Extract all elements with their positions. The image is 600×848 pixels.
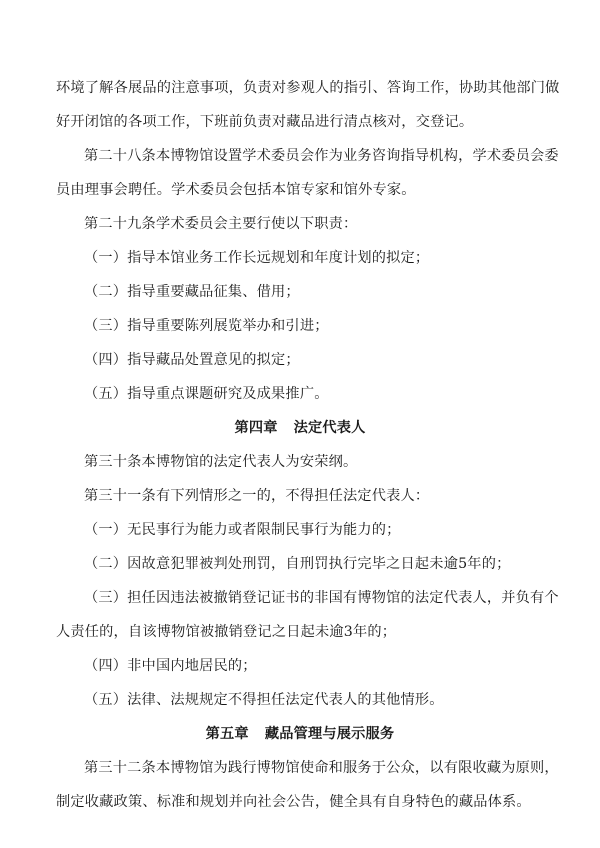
article-31: 第三十一条有下列情形之一的，不得担任法定代表人： [84,488,430,504]
article-31-item-1: （一）无民事行为能力或者限制民事行为能力的； [84,522,401,538]
article-28-line-1: 第二十八条本博物馆设置学术委员会作为业务咨询指导机构，学术委员会委 [84,148,559,164]
article-29-item-5: （五）指导重点课题研究及成果推广。 [84,386,329,402]
article-29-item-2: （二）指导重要藏品征集、借用； [84,284,300,300]
article-31-item-3-line-2: 人责任的，自该博物馆被撤销登记之日起未逾3年的； [56,624,397,640]
paragraph-line: 好开闭馆的各项工作，下班前负责对藏品进行清点核对，交登记。 [56,114,474,130]
article-28-line-2: 员由理事会聘任。学术委员会包括本馆专家和馆外专家。 [56,182,416,198]
article-32-line-2: 制定收藏政策、标准和规划并向社会公告，健全具有自身特色的藏品体系。 [56,794,531,810]
chapter-4-heading [0,418,600,438]
chapter-5-heading [0,724,600,744]
paragraph-line: 环境了解各展品的注意事项，负责对参观人的指引、答询工作，协助其他部门做 [56,80,560,96]
chapter-5-number: 第五章 [205,726,249,742]
article-29-item-3: （三）指导重要陈列展览举办和引进； [84,318,329,334]
article-31-item-2: （二）因故意犯罪被判处刑罚，自刑罚执行完毕之日起未逾5年的； [84,556,511,572]
article-31-item-5: （五）法律、法规规定不得担任法定代表人的其他情形。 [84,692,444,708]
article-29-item-1: （一）指导本馆业务工作长远规划和年度计划的拟定； [84,250,430,266]
chapter-5-title: 藏品管理与展示服务 [264,726,395,742]
article-32-line-1: 第三十二条本博物馆为践行博物馆使命和服务于公众，以有限收藏为原则， [84,760,559,776]
chapter-4-number: 第四章 [234,420,278,436]
article-30: 第三十条本博物馆的法定代表人为安荣纲。 [84,454,358,470]
article-29-item-4: （四）指导藏品处置意见的拟定； [84,352,300,368]
article-29: 第二十九条学术委员会主要行使以下职责： [84,216,358,232]
article-31-item-4: （四）非中国内地居民的； [84,658,257,674]
article-31-item-3-line-1: （三）担任因违法被撤销登记证书的非国有博物馆的法定代表人，并负有个 [84,590,559,606]
chapter-4-title: 法定代表人 [293,420,366,436]
